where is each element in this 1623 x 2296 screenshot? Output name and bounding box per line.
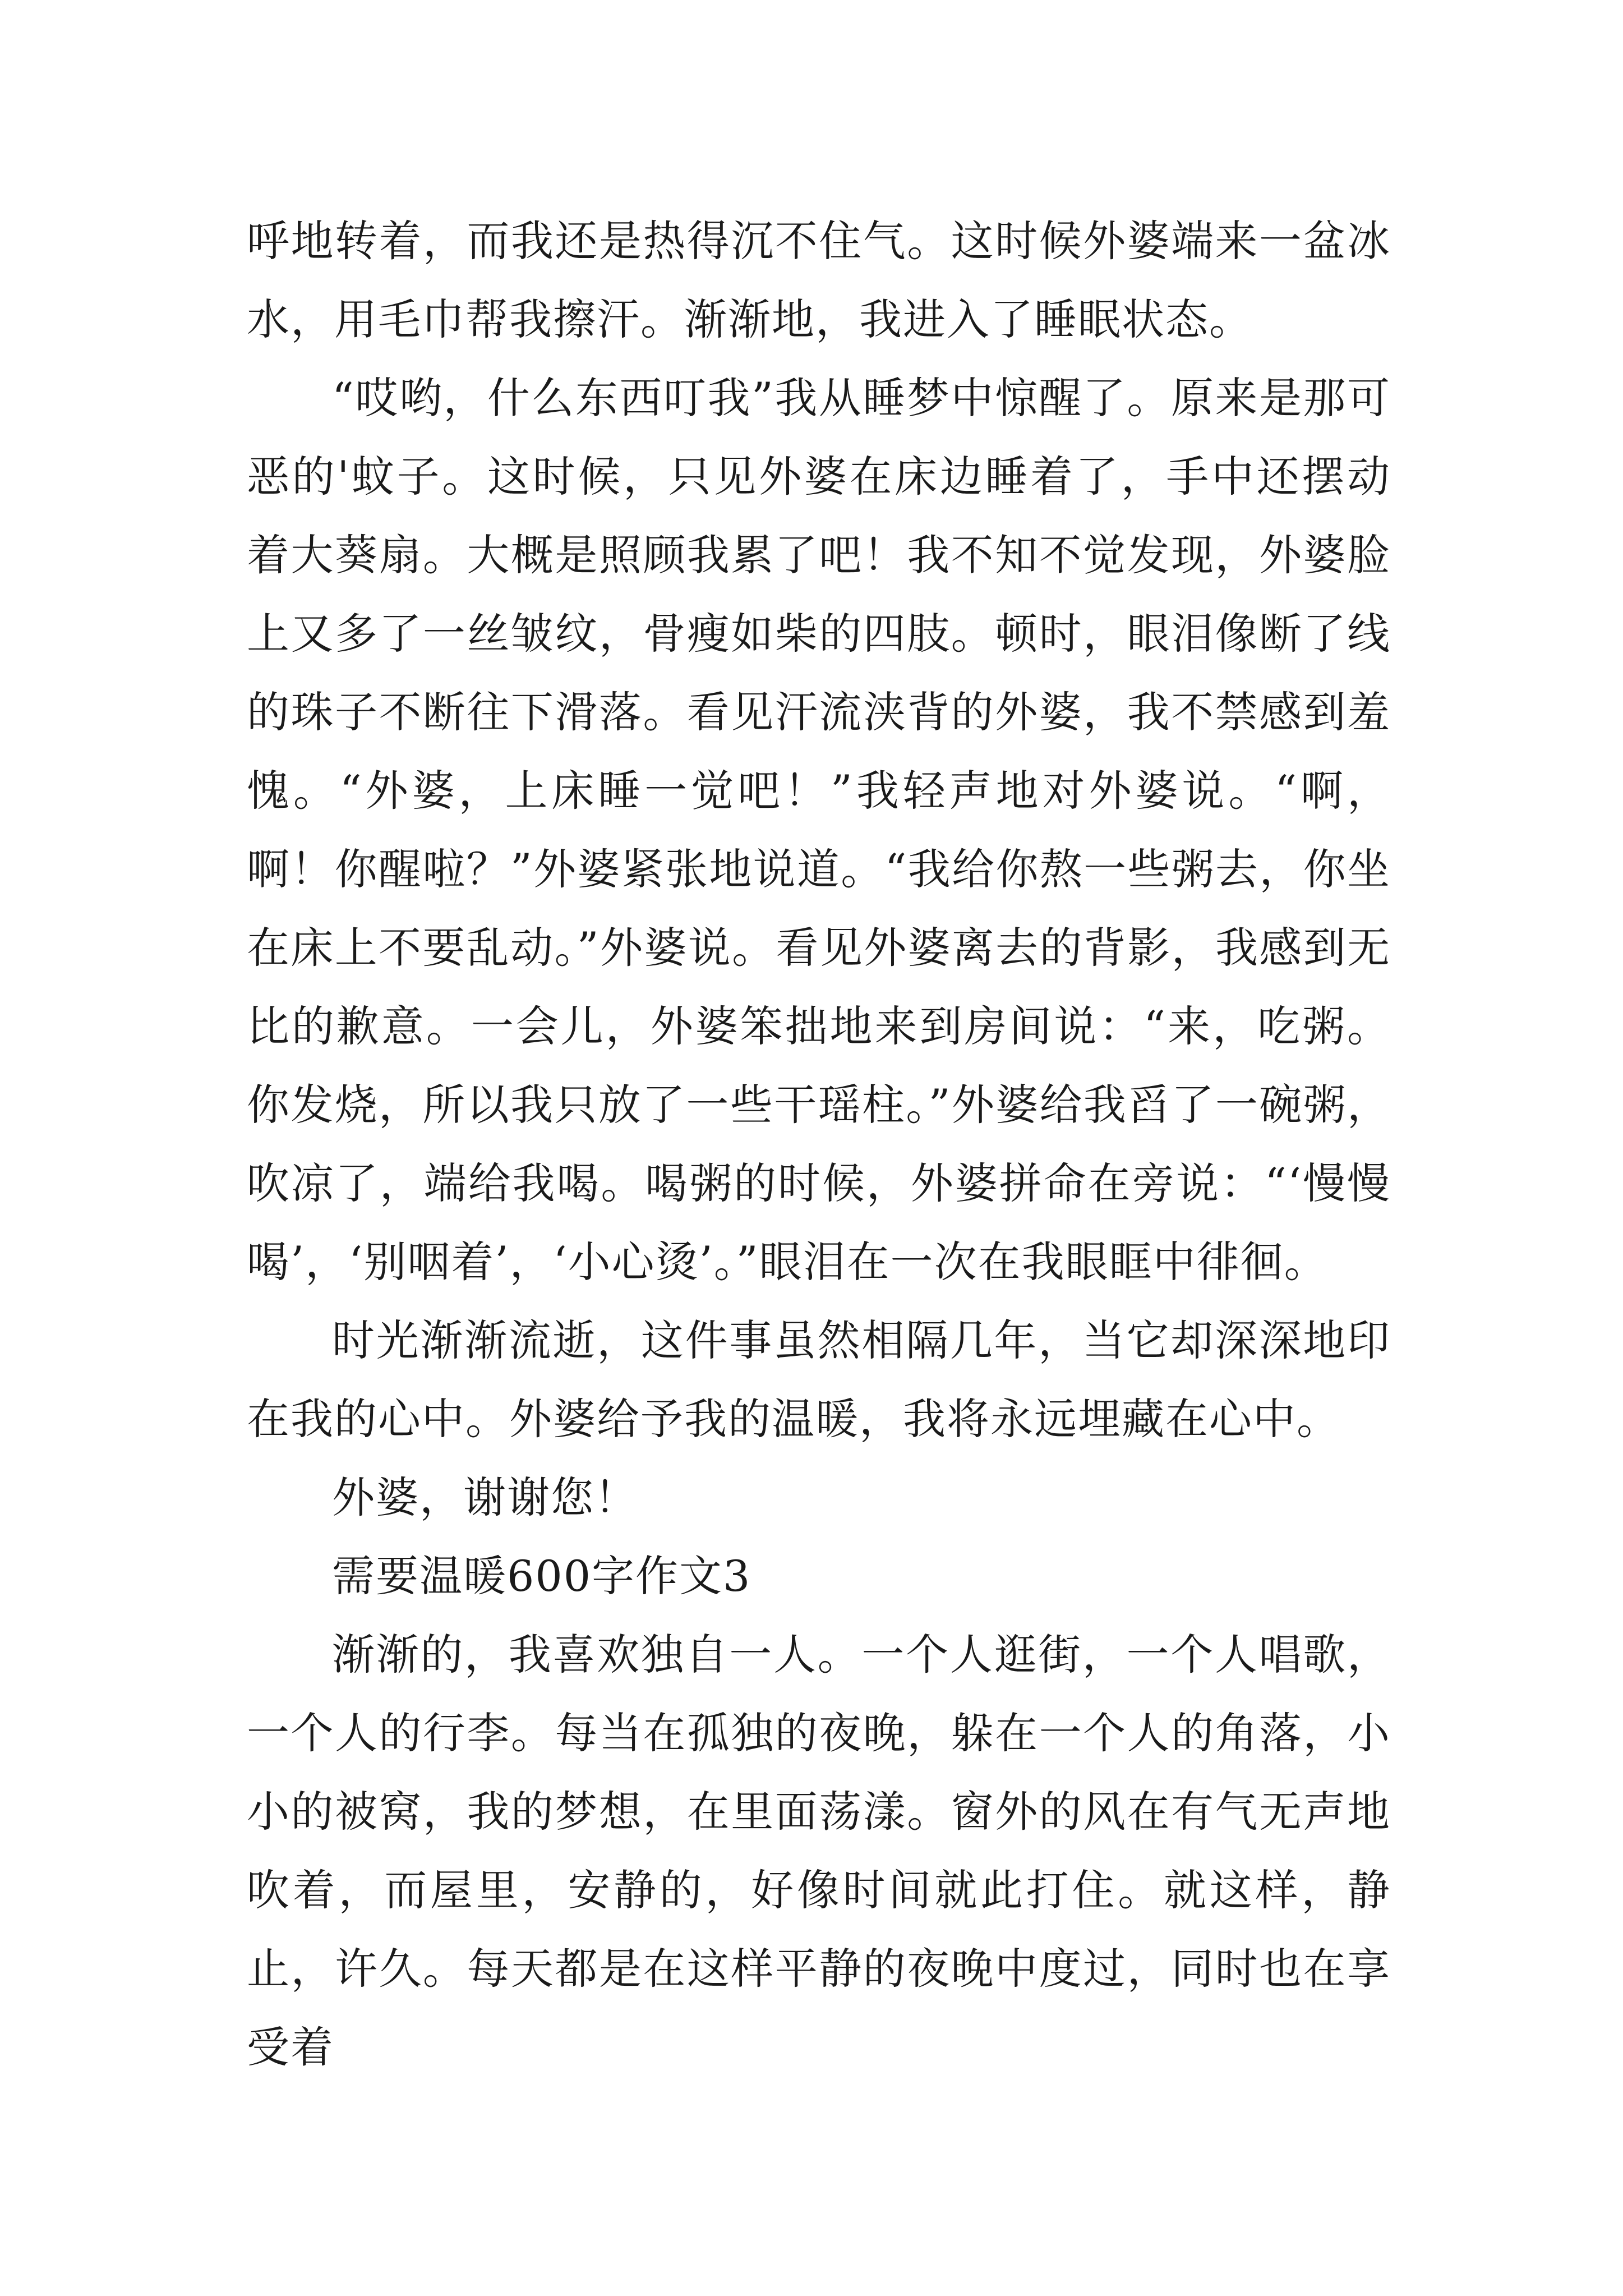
paragraph-1: 呼地转着，而我还是热得沉不住气。这时候外婆端来一盆冰水，用毛巾帮我擦汗。渐渐地，我进入了睡眠状态。 — [247, 216, 1391, 344]
document-body — [247, 202, 1391, 2087]
paragraph-2: “哎哟，什么东西叮我”我从睡梦中惊醒了。原来是那可恶的'蚊子。这时候，只见外婆在床边睡着了，手中还摆动着大葵扇。大概是照顾我累了吧！我不知不觉发现，外婆脸上又多了一丝皱纹，骨瘦如柴的四肢。顿时，眼泪像断了线的珠子不断往下滑落。看见汗流浃背的外婆，我不禁感到羞愧。“外婆，上床睡一觉吧！”我轻声地对外婆说。“啊，啊！你醒啦？”外婆紧张地说道。“我给你熬一些粥去，你坐在床上不要乱动。”外婆说。看见外婆离去的背影，我感到无比的歉意。一会儿，外婆笨拙地来到房间说：“来，吃粥。你发烧，所以我只放了一些干瑶柱。”外婆给我舀了一碗粥，吹凉了，端给我喝。喝粥的时候，外婆拼命在旁说：“‘慢慢喝’，‘别咽着’，‘小心烫’。”眼泪在一次在我眼眶中徘徊。 — [247, 373, 1391, 1287]
paragraph-4: 外婆，谢谢您！ — [332, 1473, 638, 1522]
paragraph-6: 渐渐的，我喜欢独自一人。一个人逛街，一个人唱歌，一个人的行李。每当在孤独的夜晚，躲在一个人的角落，小小的被窝，我的梦想，在里面荡漾。窗外的风在有气无声地吹着，而屋里，安静的，好像时间就此打住。就这样，静止，许久。每天都是在这样平静的夜晚中度过，同时也在享受着 — [247, 1630, 1391, 2072]
section-heading: 需要温暖600字作文3 — [332, 1551, 751, 1601]
paragraph-3: 时光渐渐流逝，这件事虽然相隔几年，当它却深深地印在我的心中。外婆给予我的温暖，我将永远埋藏在心中。 — [247, 1315, 1391, 1444]
